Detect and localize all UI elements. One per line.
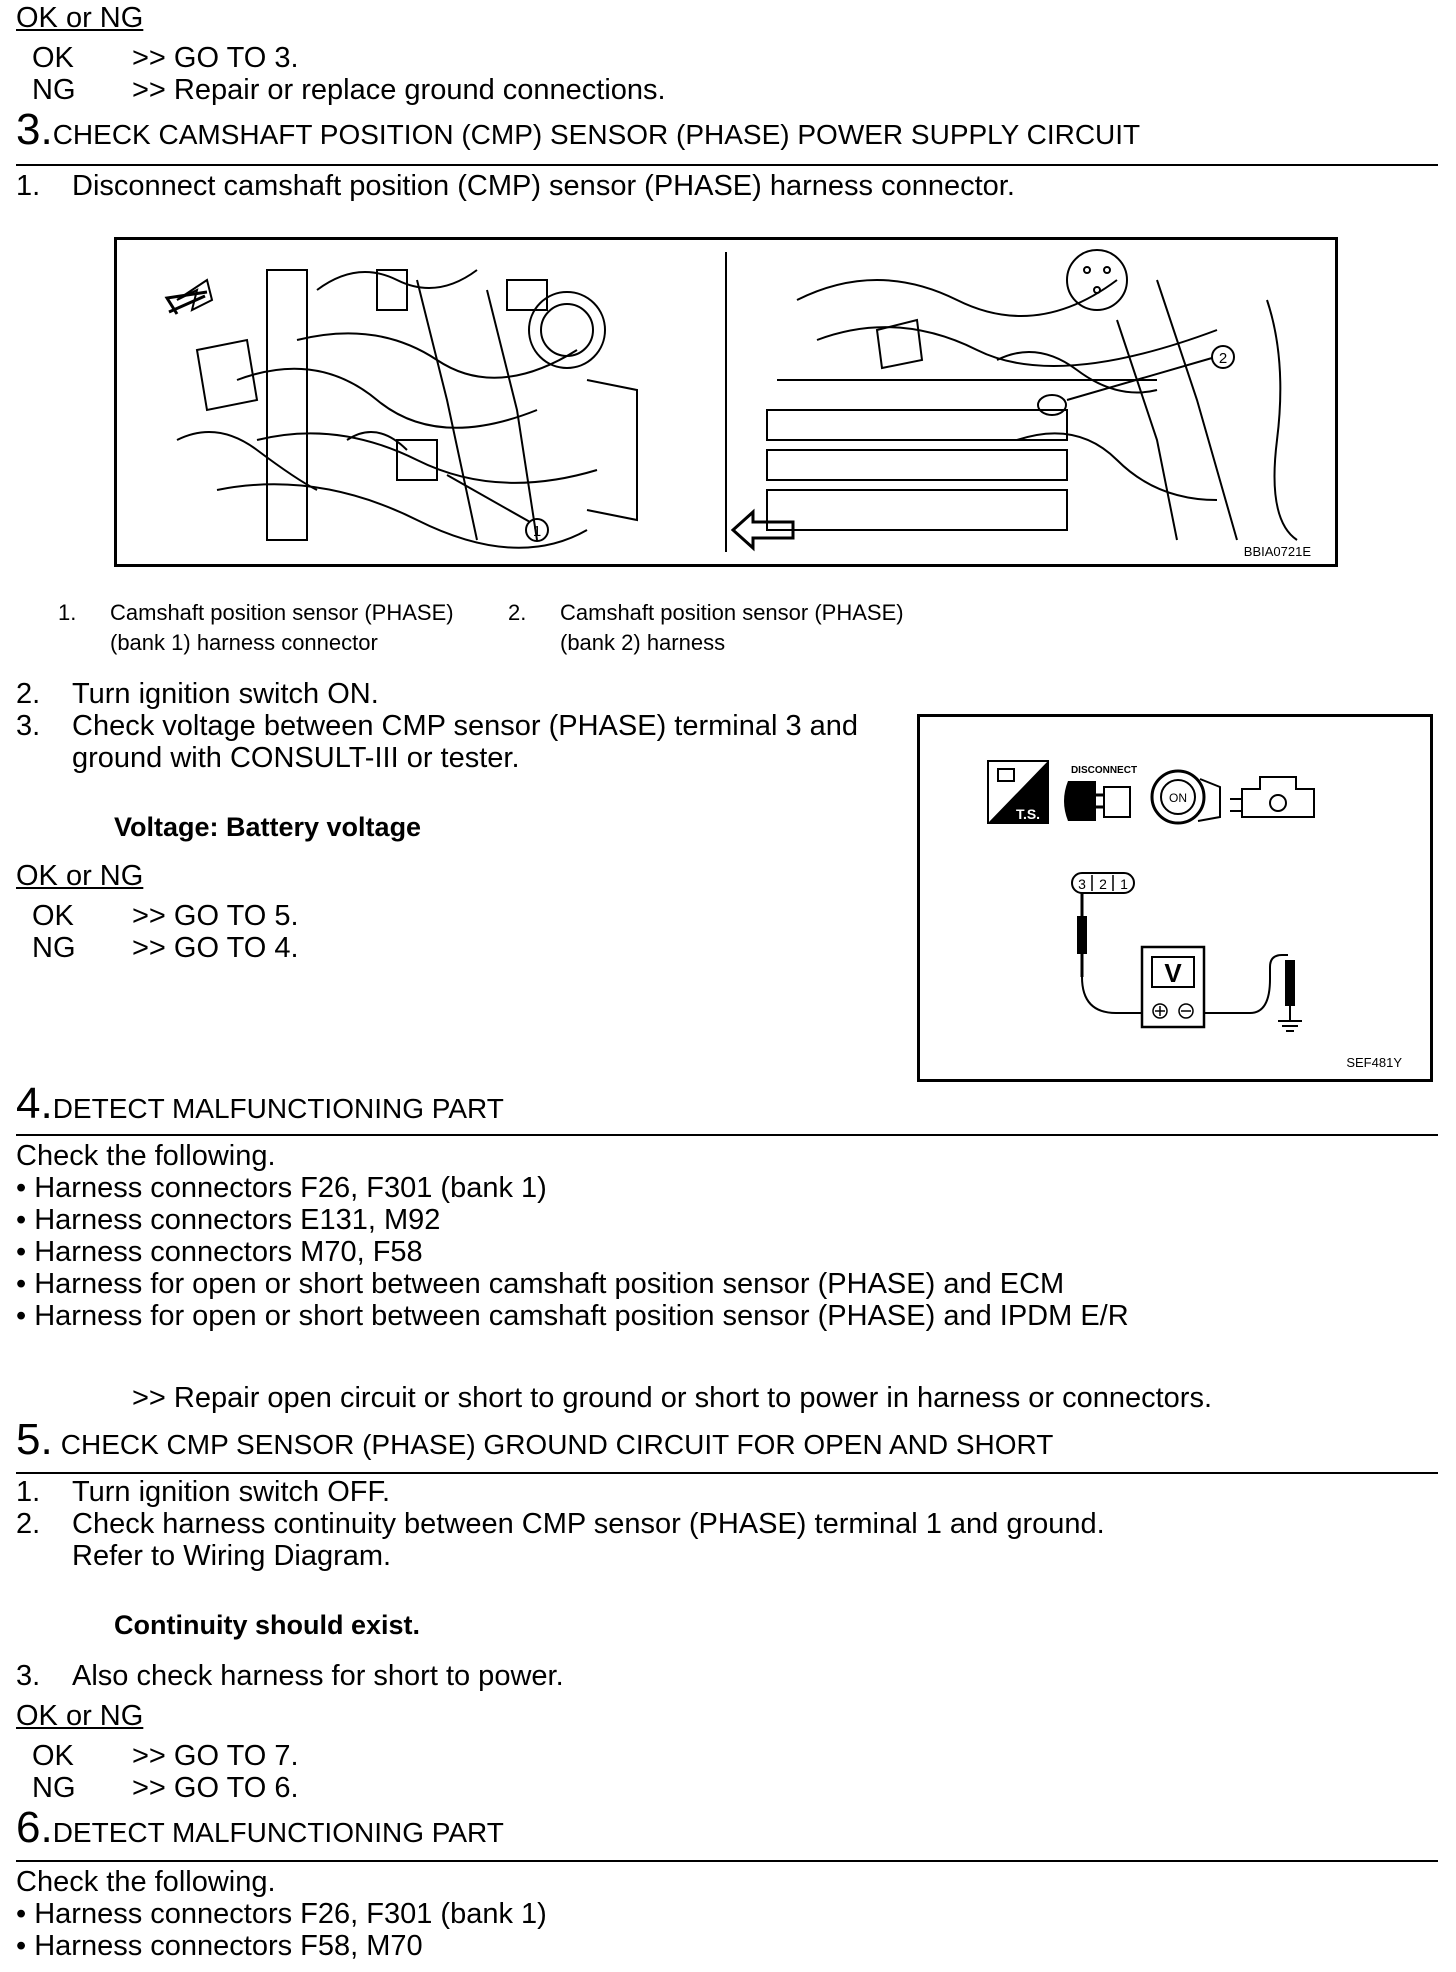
- meter-label: V: [1164, 958, 1182, 988]
- step-title: CHECK CMP SENSOR (PHASE) GROUND CIRCUIT FOR OPEN AND SHORT: [60, 1429, 1054, 1460]
- ng-result: >> GO TO 4.: [132, 932, 299, 964]
- ng-label: NG: [32, 1772, 76, 1804]
- step-item-number: 2.: [16, 1508, 41, 1540]
- step-item-number: 1.: [16, 1476, 41, 1508]
- step-item-number: 3.: [16, 710, 41, 742]
- callout-1: 1: [532, 523, 542, 540]
- step-item-text: Turn ignition switch OFF.: [72, 1476, 391, 1508]
- list-item: • Harness for open or short between camshaft position sensor (PHASE) and IPDM E/R: [16, 1300, 1129, 1332]
- terminal-label: 2: [1099, 876, 1107, 892]
- engine-drawing: [117, 240, 1335, 564]
- step-title: DETECT MALFUNCTIONING PART: [52, 1093, 504, 1124]
- divider: [16, 1860, 1438, 1862]
- step-number: 5.: [16, 1415, 53, 1464]
- ts-icon: [988, 761, 1048, 823]
- step-item-number: 2.: [16, 678, 41, 710]
- ts-label: T.S.: [1015, 806, 1041, 822]
- ng-result: >> Repair or replace ground connections.: [132, 74, 666, 106]
- list-item: • Harness connectors E131, M92: [16, 1204, 441, 1236]
- ok-label: OK: [32, 1740, 74, 1772]
- divider: [16, 164, 1438, 166]
- step-number: 4.: [16, 1079, 53, 1128]
- terminal-label: 3: [1078, 876, 1086, 892]
- ok-label: OK: [32, 42, 74, 74]
- callout-2: 2: [1218, 350, 1228, 367]
- list-item: • Harness connectors F58, M70: [16, 1930, 423, 1962]
- legend-1-line1: Camshaft position sensor (PHASE): [110, 600, 454, 625]
- spec-text: Continuity should exist.: [114, 1610, 421, 1640]
- step-title: CHECK CAMSHAFT POSITION (CMP) SENSOR (PHASE) POWER SUPPLY CIRCUIT: [52, 119, 1141, 150]
- step-item-text: Refer to Wiring Diagram.: [72, 1540, 392, 1572]
- divider: [16, 1472, 1438, 1474]
- divider: [16, 1134, 1438, 1136]
- step-item-text: Check harness continuity between CMP sensor (PHASE) terminal 1 and ground.: [72, 1508, 1105, 1540]
- step-item-text: Check voltage between CMP sensor (PHASE) terminal 3 and: [72, 710, 859, 742]
- ok-label: OK: [32, 900, 74, 932]
- ok-ng-heading: OK or NG: [16, 1700, 144, 1732]
- figure-code: SEF481Y: [1346, 1055, 1402, 1070]
- terminal-label: 1: [1120, 876, 1128, 892]
- ok-ng-heading: OK or NG: [16, 860, 144, 892]
- check-intro: Check the following.: [16, 1866, 276, 1898]
- step-item-text: Also check harness for short to power.: [72, 1660, 564, 1692]
- step-3-heading: [16, 105, 1141, 154]
- voltage-check-drawing: [920, 717, 1430, 1079]
- figure-code: BBIA0721E: [1243, 544, 1311, 559]
- legend-2-number: 2.: [508, 600, 527, 625]
- step-item-number: 3.: [16, 1660, 41, 1692]
- check-intro: Check the following.: [16, 1140, 276, 1172]
- step-number: 6.: [16, 1803, 53, 1852]
- step-result: >> Repair open circuit or short to ground or short to power in harness or connectors.: [132, 1382, 1213, 1414]
- ng-label: NG: [32, 74, 76, 106]
- engine-figure: [114, 237, 1338, 567]
- disconnect-label: DISCONNECT: [1070, 765, 1138, 776]
- voltmeter: [1142, 947, 1204, 1027]
- ng-result: >> GO TO 6.: [132, 1772, 299, 1804]
- ok-result: >> GO TO 5.: [132, 900, 299, 932]
- step-item-text: Turn ignition switch ON.: [72, 678, 379, 710]
- sensor-connector: [1072, 873, 1134, 893]
- engine-icon: [1230, 777, 1314, 817]
- list-item: • Harness connectors M70, F58: [16, 1236, 423, 1268]
- legend-2-line2: (bank 2) harness: [560, 630, 726, 655]
- voltage-check-figure: [917, 714, 1433, 1082]
- list-item: • Harness for open or short between camshaft position sensor (PHASE) and ECM: [16, 1268, 1065, 1300]
- ng-label: NG: [32, 932, 76, 964]
- step-item-number: 1.: [16, 170, 41, 202]
- list-item: • Harness connectors F26, F301 (bank 1): [16, 1898, 547, 1930]
- on-label: ON: [1169, 791, 1187, 805]
- ok-result: >> GO TO 3.: [132, 42, 299, 74]
- spec-text: Voltage: Battery voltage: [114, 812, 422, 842]
- list-item: • Harness connectors F26, F301 (bank 1): [16, 1172, 547, 1204]
- step-title: DETECT MALFUNCTIONING PART: [52, 1817, 504, 1848]
- step-4-heading: [16, 1079, 504, 1128]
- step-number: 3.: [16, 105, 53, 154]
- ok-result: >> GO TO 7.: [132, 1740, 299, 1772]
- step-6-heading: [16, 1803, 504, 1852]
- ignition-key-icon: [1152, 771, 1220, 823]
- step-item-text: Disconnect camshaft position (CMP) sensor (PHASE) harness connector.: [72, 170, 1015, 202]
- legend-1-line2: (bank 1) harness connector: [110, 630, 378, 655]
- ok-ng-heading: OK or NG: [16, 2, 144, 34]
- legend-1-number: 1.: [58, 600, 77, 625]
- legend-2-line1: Camshaft position sensor (PHASE): [560, 600, 904, 625]
- step-5-heading: [16, 1415, 1054, 1464]
- disconnect-icon: [1064, 765, 1137, 821]
- step-item-text: ground with CONSULT-III or tester.: [72, 742, 520, 774]
